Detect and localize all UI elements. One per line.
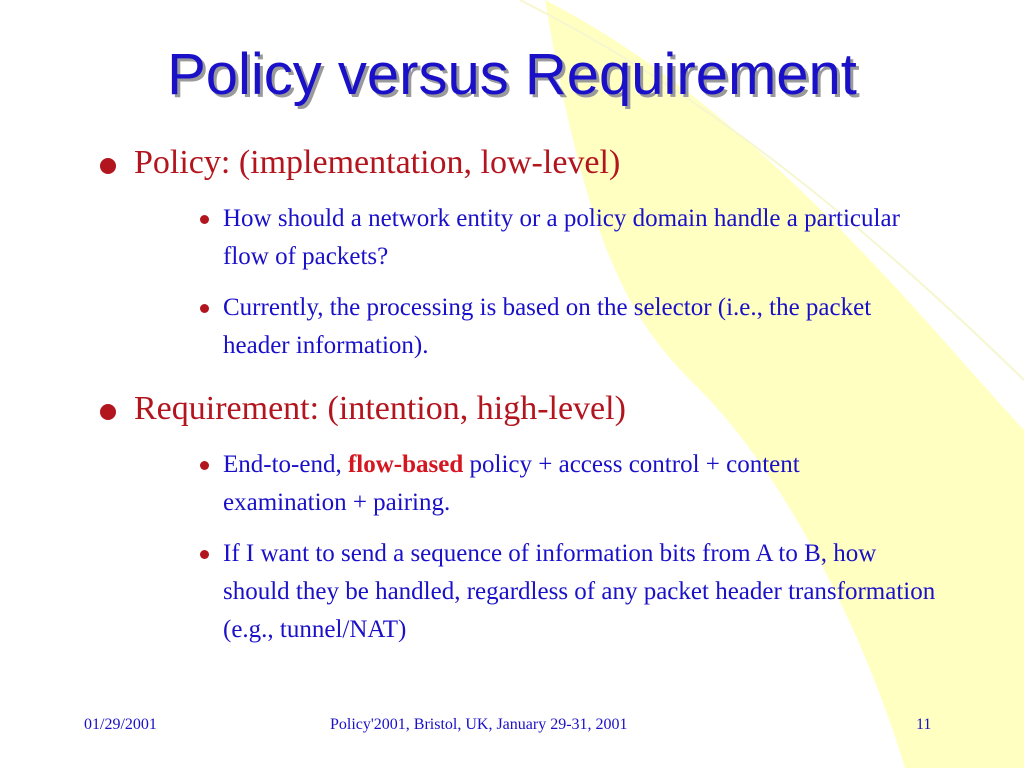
sub-bullet-dot-icon — [200, 304, 209, 313]
flow-based-highlight: flow-based — [347, 451, 464, 478]
sub-bullet-end-to-end-text — [223, 446, 923, 522]
bullet-dot-icon — [100, 404, 116, 420]
sub-bullet-network-entity — [200, 200, 940, 276]
sub-bullet-network-entity-text: How should a network entity or a policy domain handle a particular flow of packets? — [223, 205, 900, 270]
sub-bullet-dot-icon — [200, 461, 209, 470]
end-to-end-suffix: policy + access control + content examination + pairing. — [223, 451, 806, 516]
bullet-dot-icon — [100, 158, 116, 174]
footer-page-number: 11 — [916, 716, 932, 733]
bullet-policy-text: Policy: (implementation, low-level) — [134, 144, 621, 181]
sub-bullet-processing — [200, 289, 940, 365]
sub-bullet-information-bits-text: If I want to send a sequence of information bits from A to B, how should they be handled, regardless of any packet header transformation (e.g., tunnel/NAT) — [223, 540, 936, 643]
end-to-end-prefix: End-to-end, — [223, 451, 348, 478]
sub-bullet-end-to-end — [200, 446, 940, 522]
bullet-requirement-text: Requirement: (intention, high-level) — [134, 390, 626, 427]
sub-bullet-information-bits — [200, 535, 940, 649]
sub-bullet-processing-text: Currently, the processing is based on the selector (i.e., the packet header information). — [223, 294, 872, 359]
slide-title: Policy versus Requirement — [167, 42, 857, 107]
sub-bullet-dot-icon — [200, 550, 209, 559]
footer-date: 01/29/2001 — [84, 716, 157, 733]
footer-conference: Policy'2001, Bristol, UK, January 29-31, 2001 — [330, 716, 628, 733]
sub-bullet-dot-icon — [200, 215, 209, 224]
